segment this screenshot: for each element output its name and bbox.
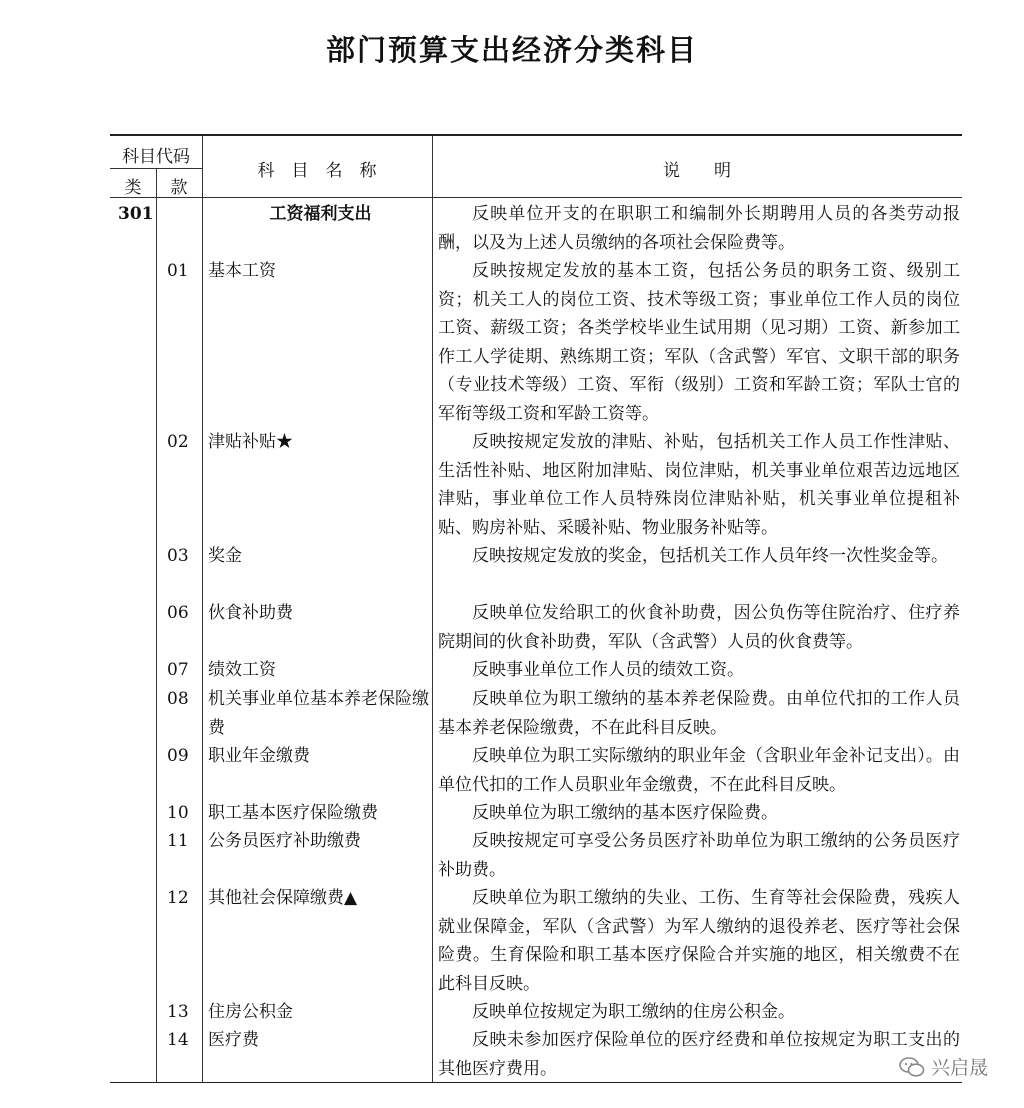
row-desc: 反映单位按规定为职工缴纳的住房公积金。 — [472, 1002, 795, 1022]
page-title: 部门预算支出经济分类科目 — [325, 33, 698, 67]
row-code: 07 — [167, 660, 189, 680]
row-name: 职业年金缴费 — [208, 746, 310, 766]
row-name: 其他社会保障缴费▲ — [208, 888, 358, 908]
header-class-label: 类 — [124, 178, 142, 198]
row-name: 津贴补贴★ — [208, 432, 293, 452]
row-desc: 反映事业单位工作人员的绩效工资。 — [472, 660, 744, 680]
row-desc: 反映按规定发放的津贴、补贴，包括机关工作人员工作性津贴、生活性补贴、地区附加津贴、岗位津贴，机关事业单位艰苦边远地区津贴，事业单位工作人员特殊岗位津贴补贴，机关事业单位提租补贴、购房补贴、采暖补贴、物业服务补贴等。 — [438, 432, 960, 538]
row-code: 08 — [167, 689, 189, 709]
category-code: 301 — [118, 204, 154, 224]
row-name: 机关事业单位基本养老保险缴费 — [208, 689, 429, 738]
category-name: 工资福利支出 — [269, 204, 372, 224]
row-name: 职工基本医疗保险缴费 — [208, 803, 378, 823]
row-desc: 反映按规定发放的奖金，包括机关工作人员年终一次性奖金等。 — [472, 546, 948, 566]
row-code: 10 — [167, 803, 189, 823]
header-name-label: 科 目 名 称 — [257, 161, 377, 181]
row-name: 奖金 — [208, 546, 242, 566]
row-name: 伙食补助费 — [208, 603, 293, 623]
row-code: 11 — [167, 831, 189, 851]
row-code: 01 — [167, 261, 189, 281]
header-item-label: 款 — [170, 178, 188, 198]
row-code: 02 — [167, 432, 189, 452]
row-code: 14 — [167, 1030, 189, 1050]
row-name: 住房公积金 — [208, 1002, 293, 1022]
row-desc: 反映未参加医疗保险单位的医疗经费和单位按规定为职工支出的其他医疗费用。 — [438, 1030, 960, 1079]
row-code: 12 — [167, 888, 189, 908]
wechat-icon — [899, 1057, 925, 1077]
column-divider-code — [202, 136, 203, 1082]
row-desc: 反映单位为职工缴纳的基本养老保险费。由单位代扣的工作人员基本养老保险缴费，不在此科目反映。 — [438, 689, 960, 738]
table-top-rule — [110, 134, 962, 136]
watermark — [899, 1053, 988, 1080]
row-code: 06 — [167, 603, 189, 623]
column-divider-class — [156, 168, 157, 1082]
row-name: 公务员医疗补助缴费 — [208, 831, 361, 851]
category-desc: 反映单位开支的在职职工和编制外长期聘用人员的各类劳动报酬，以及为上述人员缴纳的各项社会保险费等。 — [438, 204, 960, 253]
row-desc: 反映单位发给职工的伙食补助费，因公负伤等住院治疗、住疗养院期间的伙食补助费，军队（含武警）人员的伙食费等。 — [438, 603, 960, 652]
row-desc: 反映单位为职工缴纳的基本医疗保险费。 — [472, 803, 778, 823]
row-desc: 反映单位为职工实际缴纳的职业年金（含职业年金补记支出）。由单位代扣的工作人员职业年金缴费，不在此科目反映。 — [438, 746, 960, 795]
row-name: 绩效工资 — [208, 660, 276, 680]
row-code: 09 — [167, 746, 189, 766]
row-desc: 反映单位为职工缴纳的失业、工伤、生育等社会保险费，残疾人就业保障金，军队（含武警）为军人缴纳的退役养老、医疗等社会保险费。生育保险和职工基本医疗保险合并实施的地区，相关缴费不在此科目反映。 — [438, 888, 960, 994]
row-code: 13 — [167, 1002, 189, 1022]
row-desc: 反映按规定发放的基本工资，包括公务员的职务工资、级别工资；机关工人的岗位工资、技术等级工资；事业单位工作人员的岗位工资、薪级工资；各类学校毕业生试用期（见习期）工资、新参加工作工人学徒期、熟练期工资；军队（含武警）军官、文职干部的职务（专业技术等级）工资、军衔（级别）工资和军龄工资；军队士官的军衔等级工资和军龄工资等。 — [438, 261, 960, 424]
row-name: 基本工资 — [208, 261, 276, 281]
header-bottom-rule — [110, 197, 962, 198]
row-code: 03 — [167, 546, 189, 566]
row-name: 医疗费 — [208, 1030, 259, 1050]
header-desc-label: 说 明 — [663, 161, 731, 181]
row-desc: 反映按规定可享受公务员医疗补助单位为职工缴纳的公务员医疗补助费。 — [438, 831, 960, 880]
watermark-text: 兴启晟 — [930, 1057, 988, 1079]
header-code-label: 科目代码 — [122, 147, 190, 167]
